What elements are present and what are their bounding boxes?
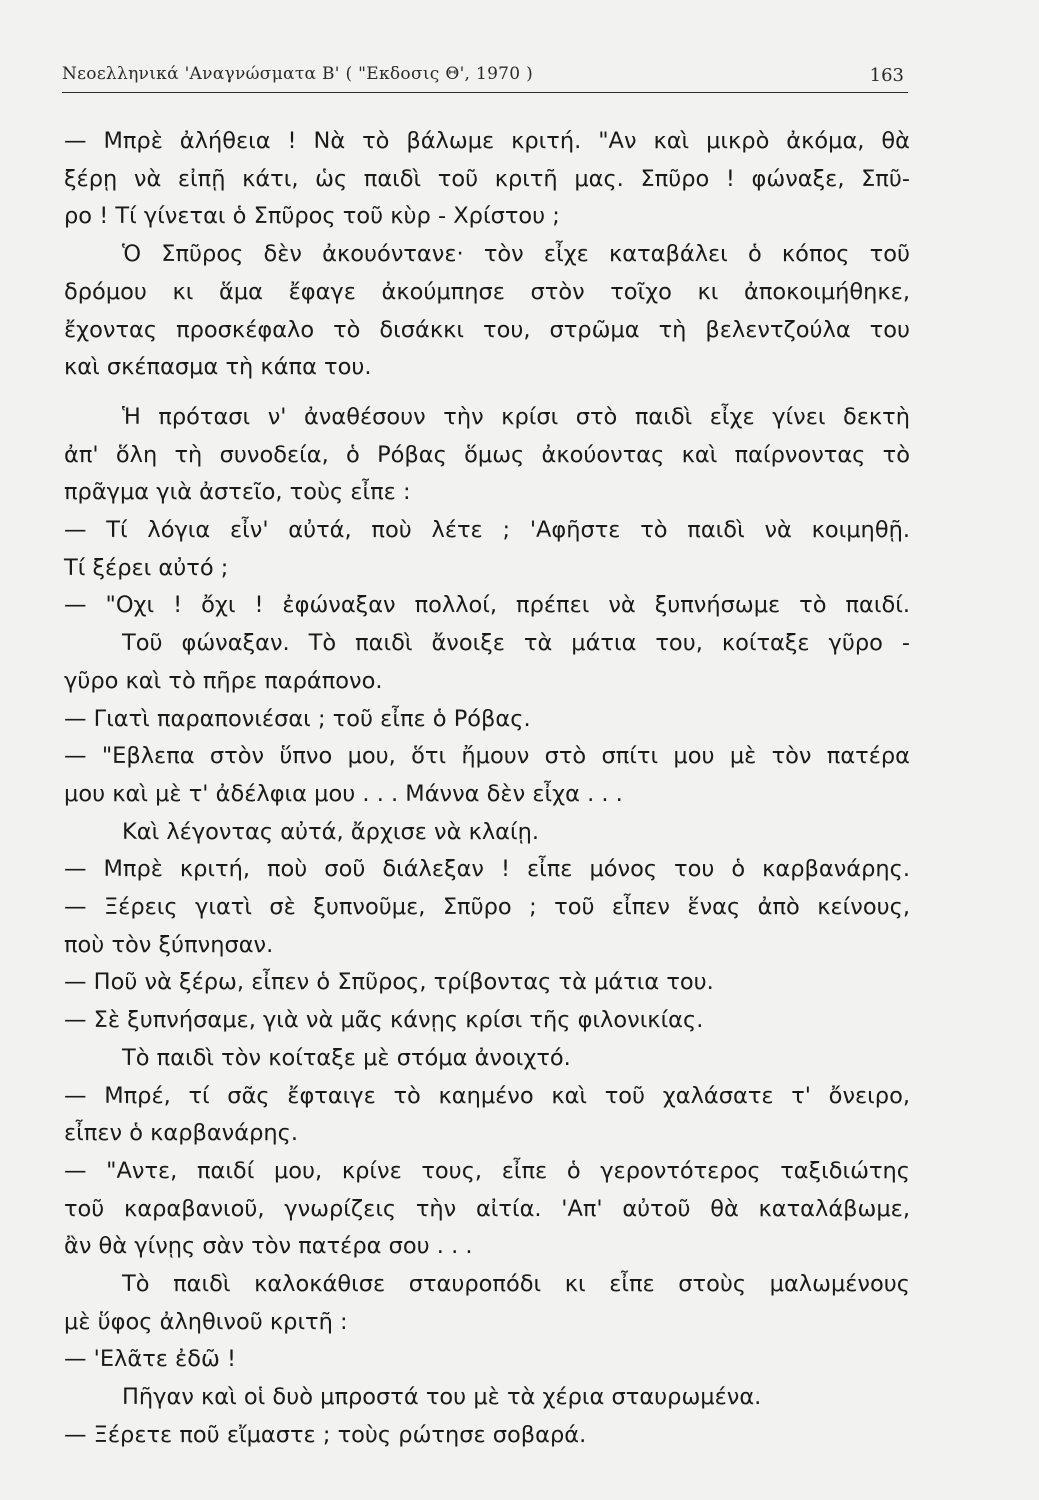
running-title: Νεοελληνικά 'Αναγνώσματα Β' ( "Εκδοσις Θ', 1970 ) — [62, 64, 534, 84]
text-line: — Ποῦ νὰ ξέρω, εἶπεν ὁ Σπῦρος, τρίβοντας τὰ μάτια του. — [64, 969, 714, 996]
text-line: εἶπεν ὁ καρβανάρης. — [64, 1120, 298, 1147]
text-line: — "Οχι ! ὄχι ! ἐφώναξαν πολλοί, πρέπει νὰ ξυπνήσωμε τὸ παιδί. — [64, 592, 910, 619]
text-line: — Μπρὲ κριτή, ποὺ σοῦ διάλεξαν ! εἶπε μόνος του ὁ καρβανάρης. — [64, 856, 910, 883]
text-line: τοῦ καραβανιοῦ, γνωρίζεις τὴν αἰτία. 'Απ' αὐτοῦ θὰ καταλάβωμε, — [64, 1195, 910, 1222]
text-line: — Σὲ ξυπνήσαμε, γιὰ νὰ μᾶς κάνῃς κρίσι τῆς φιλονικίας. — [64, 1007, 704, 1034]
text-line: μὲ ὕφος ἀληθινοῦ κριτῆ : — [64, 1308, 348, 1335]
text-line: Καὶ λέγοντας αὐτά, ἄρχισε νὰ κλαίῃ. — [122, 818, 540, 845]
text-line: — Τί λόγια εἶν' αὐτά, ποὺ λέτε ; 'Αφῆστε τὸ παιδὶ νὰ κοιμηθῇ. — [64, 517, 910, 543]
text-line: — Μπρὲ ἀλήθεια ! Νὰ τὸ βάλωμε κριτή. "Αν καὶ μικρὸ ἀκόμα, θὰ — [64, 128, 910, 154]
text-line: δρόμου κι ἅμα ἔφαγε ἀκούμπησε στὸν τοῖχο κι ἀποκοιμήθηκε, — [64, 278, 910, 305]
text-line: — 'Ελᾶτε ἐδῶ ! — [64, 1346, 237, 1373]
text-line: ξέρῃ νὰ εἰπῇ κάτι, ὡς παιδὶ τοῦ κριτῆ μας. Σπῦρο ! φώναξε, Σπῦ- — [64, 165, 910, 192]
text-line: — Ξέρεις γιατὶ σὲ ξυπνοῦμε, Σπῦρο ; τοῦ εἶπεν ἕνας ἀπὸ κείνους, — [64, 894, 910, 920]
text-line: Τί ξέρει αὐτό ; — [64, 554, 229, 581]
text-line: καὶ σκέπασμα τὴ κάπα του. — [64, 354, 372, 381]
text-line: Τὸ παιδὶ καλοκάθισε σταυροπόδι κι εἶπε στοὺς μαλωμένους — [122, 1271, 910, 1297]
text-line: γῦρο καὶ τὸ πῆρε παράπονο. — [64, 667, 383, 694]
text-line: Τοῦ φώναξαν. Τὸ παιδὶ ἄνοιξε τὰ μάτια του, κοίταξε γῦρο - — [122, 630, 910, 657]
text-line: μου καὶ μὲ τ' ἀδέλφια μου . . . Μάννα δὲν εἶχα . . . — [64, 780, 623, 807]
text-line: — Ξέρετε ποῦ εἴμαστε ; τοὺς ρώτησε σοβαρά. — [64, 1421, 587, 1448]
text-line: Τὸ παιδὶ τὸν κοίταξε μὲ στόμα ἀνοιχτό. — [122, 1044, 571, 1071]
text-line: — "Αντε, παιδί μου, κρίνε τους, εἶπε ὁ γεροντότερος ταξιδιώτης — [64, 1157, 910, 1184]
text-line: ἀπ' ὅλη τὴ συνοδεία, ὁ Ρόβας ὅμως ἀκούοντας καὶ παίρνοντας τὸ — [64, 441, 910, 468]
text-line: Πῆγαν καὶ οἱ δυὸ μπροστά του μὲ τὰ χέρια σταυρωμένα. — [122, 1384, 762, 1411]
text-line: — Γιατὶ παραπονιέσαι ; τοῦ εἶπε ὁ Ρόβας. — [64, 705, 531, 732]
text-line: πρᾶγμα γιὰ ἀστεῖο, τοὺς εἶπε : — [64, 479, 411, 506]
page-number: 163 — [869, 65, 904, 86]
page-header — [62, 60, 908, 93]
text-line: ἔχοντας προσκέφαλο τὸ δισάκκι του, στρῶμα τὴ βελεντζούλα του — [64, 316, 910, 343]
text-line: ἂν θὰ γίνῃς σὰν τὸν πατέρα σου . . . — [64, 1233, 473, 1260]
text-line: — Μπρέ, τί σᾶς ἔφταιγε τὸ καημένο καὶ τοῦ χαλάσατε τ' ὄνειρο, — [64, 1082, 910, 1109]
text-line: Ἡ πρότασι ν' ἀναθέσουν τὴν κρίσι στὸ παιδὶ εἶχε γίνει δεκτὴ — [122, 403, 910, 430]
text-line: Ὁ Σπῦρος δὲν ἀκουόντανε· τὸν εἶχε καταβάλει ὁ κόπος τοῦ — [122, 241, 910, 268]
text-line: ρο ! Τί γίνεται ὁ Σπῦρος τοῦ κὺρ - Χρίστου ; — [64, 203, 560, 230]
text-line: ποὺ τὸν ξύπνησαν. — [64, 931, 274, 958]
text-line: — "Εβλεπα στὸν ὕπνο μου, ὅτι ἤμουν στὸ σπίτι μου μὲ τὸν πατέρα — [64, 743, 910, 770]
